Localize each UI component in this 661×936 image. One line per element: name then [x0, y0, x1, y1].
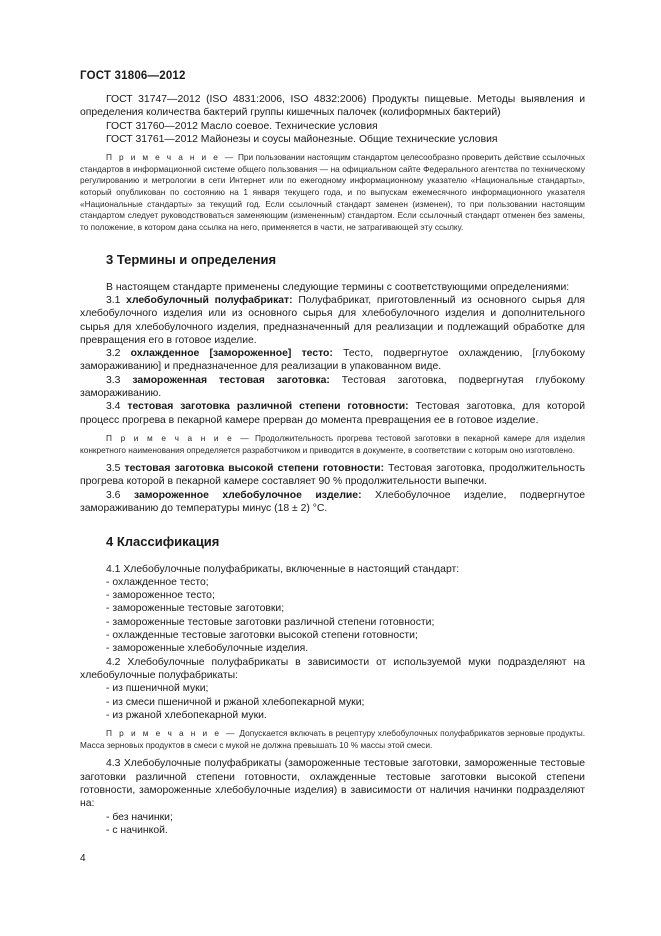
- list-item: - замороженные хлебобулочные изделия.: [106, 643, 309, 655]
- note-references: [80, 152, 585, 233]
- page-number: 4: [80, 853, 86, 864]
- section-4-title: 4 Классификация: [106, 534, 220, 550]
- note-label: П р и м е ч а н и е —: [106, 152, 236, 163]
- standard-header: ГОСТ 31806—2012: [80, 70, 186, 82]
- note-clause-4-2: [80, 728, 585, 751]
- list-item: - замороженные тестовые заготовки различной степени готовности;: [106, 616, 435, 628]
- note-text: Продолжительность прогрева тестовой заготовки в пекарной камере для изделия конкретного наименования определяется разработчиком и приводится в документе, в соответствии с которым оно изготовлено.: [80, 432, 585, 455]
- reference-item: ГОСТ 31761—2012 Майонезы и соусы майонезные. Общие технические условия: [106, 133, 498, 145]
- section-3-intro: В настоящем стандарте применены следующие термины с соответствующими определениями:: [106, 281, 570, 293]
- term-number: 3.4: [106, 401, 121, 413]
- term-number: 3.3: [106, 374, 121, 386]
- list-item: - без начинки;: [106, 811, 173, 823]
- term-name: хлебобулочный полуфабрикат:: [126, 294, 293, 306]
- reference-item: ГОСТ 31760—2012 Масло соевое. Технические условия: [106, 120, 378, 132]
- term-3-1: [80, 294, 585, 347]
- list-item: - замороженные тестовые заготовки;: [106, 603, 285, 615]
- term-definition: Полуфабрикат, приготовленный из основного сырья для хлебобулочного изделия или из основного сырья для хлебобулочного изделия и дополнительного сырья для хлебобулочного изделия, предназначенный для реализации и подлежащий обработке для превращения его в готовое изделие.: [80, 294, 586, 346]
- term-name: охлажденное [замороженное] тесто:: [130, 348, 333, 360]
- note-label: П р и м е ч а н и е —: [106, 728, 237, 739]
- clause-4-2: 4.2 Хлебобулочные полуфабрикаты в зависимости от используемой муки подразделяют на хлебобулочные полуфабрикаты:: [80, 656, 585, 681]
- term-number: 3.6: [106, 489, 121, 501]
- term-definition: Тестовая заготовка, для которой процесс прогрева в пекарной камере прерван до момента превращения ее в готовое изделие.: [80, 401, 585, 426]
- term-name: замороженная тестовая заготовка:: [132, 374, 330, 386]
- clause-4-3: 4.3 Хлебобулочные полуфабрикаты (замороженные тестовые заготовки, замороженные тестовые заготовки различной степени готовности, охлажденные тестовые заготовки высокой степени готовности, замороженные хлебобулочные изделия) в зависимости от наличия начинки подразделяют на:: [80, 758, 585, 810]
- note-text: Допускается включать в рецептуру хлебобулочных полуфабрикатов зерновые продукты. Масса зерновых продуктов в смеси с мукой не должна превышать 10 % массы этой смеси.: [80, 728, 586, 750]
- term-name: замороженное хлебобулочное изделие:: [133, 489, 362, 501]
- list-item: - с начинкой.: [106, 824, 168, 836]
- term-definition: Тестовая заготовка, продолжительность прогрева которой в пекарной камере составляет 90 % продолжительности выпечки.: [80, 463, 585, 488]
- note-label: П р и м е ч а н и е —: [106, 432, 252, 443]
- list-item: - замороженное тесто;: [106, 590, 215, 602]
- term-definition: Тестовая заготовка, подвергнутая глубокому замораживанию.: [80, 374, 586, 400]
- term-3-3: [80, 374, 585, 401]
- term-definition: Тесто, подвергнутое охлаждению, [глубокому замораживанию] и предназначенное для реализации в упакованном виде.: [80, 348, 585, 373]
- note-term-3-4: [80, 433, 585, 456]
- term-name: тестовая заготовка различной степени готовности:: [127, 401, 409, 413]
- note-text: При пользовании настоящим стандартом целесообразно проверить действие ссылочных стандартов в информационной системе общего пользования — на официальном сайте Федерального агентства по техническому регулированию и метрологии в сети Интернет или по ежегодному информационному указателю «Национальные стандарты», который опубликован по состоянию на 1 января текущего года, и по выпускам ежемесячного информационного указателя «Национальные стандарты» за текущий год. Если ссылочный стандарт заменен (изменен), то при пользовании настоящим стандартом следует руководствоваться заменяющим (измененным) стандартом. Если ссылочный стандарт отменен без замены, то положение, в котором дана ссылка на него, применяется в части, не затрагивающей эту ссылку.: [80, 152, 585, 232]
- term-3-5: [80, 462, 585, 489]
- term-3-2: [80, 347, 585, 374]
- list-item: - охлажденные тестовые заготовки высокой степени готовности;: [106, 630, 418, 642]
- list-item: - охлажденное тесто;: [106, 576, 209, 588]
- list-item: - из смеси пшеничной и ржаной хлебопекарной муки;: [106, 696, 365, 708]
- term-number: 3.1: [106, 294, 121, 306]
- clause-4-1: 4.1 Хлебобулочные полуфабрикаты, включенные в настоящий стандарт:: [106, 563, 460, 575]
- list-item: - из пшеничной муки;: [106, 683, 209, 695]
- section-3-title: 3 Термины и определения: [106, 252, 277, 268]
- term-definition: Хлебобулочное изделие, подвергнутое замораживанию до температуры минус (18 ± 2) °С.: [80, 489, 586, 514]
- term-3-4: [80, 400, 585, 427]
- term-number: 3.5: [106, 463, 121, 475]
- term-3-6: [80, 489, 585, 516]
- page-content: [80, 93, 585, 837]
- term-number: 3.2: [106, 348, 121, 360]
- reference-item: ГОСТ 31747—2012 (ISO 4831:2006, ISO 4832:2006) Продукты пищевые. Методы выявления и определения количества бактерий группы кишечных палочек (колиформных бактерий): [80, 94, 585, 119]
- list-item: - из ржаной хлебопекарной муки.: [106, 709, 267, 721]
- term-name: тестовая заготовка высокой степени готовности:: [124, 463, 385, 475]
